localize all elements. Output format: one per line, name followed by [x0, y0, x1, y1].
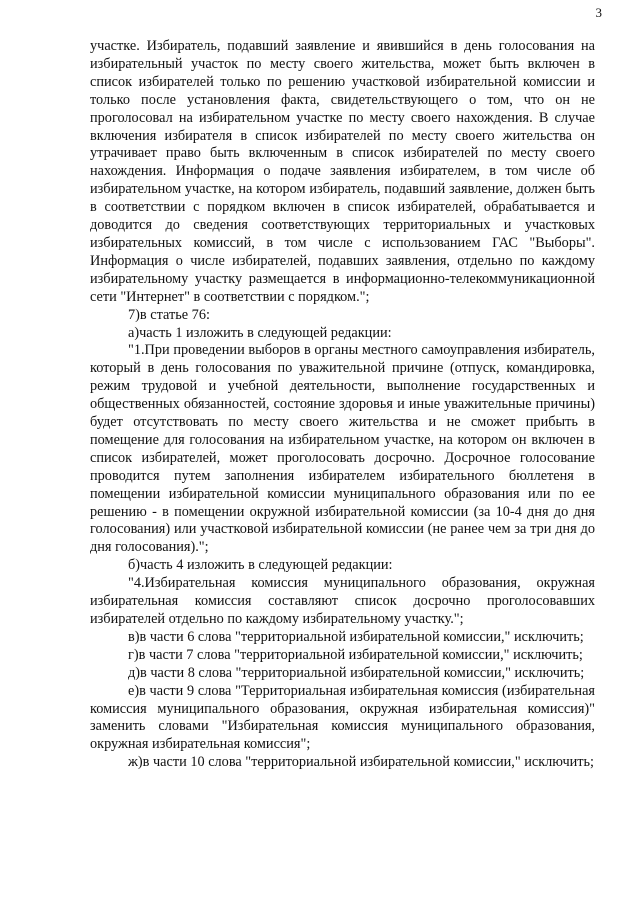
paragraph-part-1-text: "1.При проведении выборов в органы местного самоуправления избиратель, который в день голосования по уважительной причине (отпуск, командировка, режим трудовой и учебной деятельности, выполнение государственных и общественных обязанностей, состояние здоровья и иные уважительные причины) будет отсутствовать по месту своего жительства и не сможет прибыть в помещение для голосования на избирательном участке, на котором он включен в список избирателей, может проголосовать досрочно. Досрочное голосование проводится путем заполнения избирателем избирательного бюллетеня в помещении избирательной комиссии муниципального образования или по ее решению - в помещении окружной избирательной комиссии (за 10-4 дня до дня голосования) или участковой избирательной комиссии (не ранее чем за три дня до дня голосования)."; [90, 342, 595, 556]
paragraph-subitem-d: д)в части 8 слова "территориальной избирательной комиссии," исключить; [128, 664, 585, 681]
paragraph-subitem-v: в)в части 6 слова "территориальной избирательной комиссии," исключить; [128, 628, 584, 645]
paragraph-subitem-zh: ж)в части 10 слова "территориальной избирательной комиссии," исключить; [128, 754, 595, 771]
paragraph-part-4-text: "4.Избирательная комиссия муниципального образования, окружная избирательная комиссия составляют список досрочно проголосовавших избирателей отдельно по каждому избирательному участку."; [90, 575, 595, 627]
paragraph-subitem-g: г)в части 7 слова "территориальной избирательной комиссии," исключить; [128, 646, 583, 663]
paragraph-item-7: 7)в статье 76: [128, 306, 210, 323]
paragraph-subitem-a: а)часть 1 изложить в следующей редакции: [128, 324, 392, 341]
paragraph-subitem-e: е)в части 9 слова "Территориальная избирательная комиссия (избирательная комиссия муниципального образования, окружная избирательная комиссия)" заменить словами "Избирательная комиссия муниципального образования, окружная избирательная комиссия"; [90, 682, 595, 753]
paragraph-subitem-b: б)часть 4 изложить в следующей редакции: [128, 557, 393, 574]
page-number: 3 [595, 5, 602, 20]
paragraph-continuation: участке. Избиратель, подавший заявление и явившийся в день голосования на избирательный участок по месту своего жительства, может быть включен в список избирателей только по решению участковой избирательной комиссии и только после установления факта, свидетельствующего о том, что он не проголосовал на избирательном участке по месту своего нахождения. В случае включения избирателя в список избирателей по месту своего жительства он утрачивает право быть включенным в список избирателей по месту своего нахождения. Информация о подаче заявления избирателем, в том числе об избирательном участке, на котором избиратель, подавший заявление, должен быть в соответствии с порядком включен в список избирателей, обрабатывается и доводится до сведения соответствующих территориальных и участковых избирательных комиссий, в том числе с использованием ГАС "Выборы". Информация о числе избирателей, подавших заявления, отдельно по каждому избирательному участку размещается в информационно-телекоммуникационной сети "Интернет" в соответствии с порядком."; [90, 38, 595, 305]
document-body [90, 38, 595, 772]
